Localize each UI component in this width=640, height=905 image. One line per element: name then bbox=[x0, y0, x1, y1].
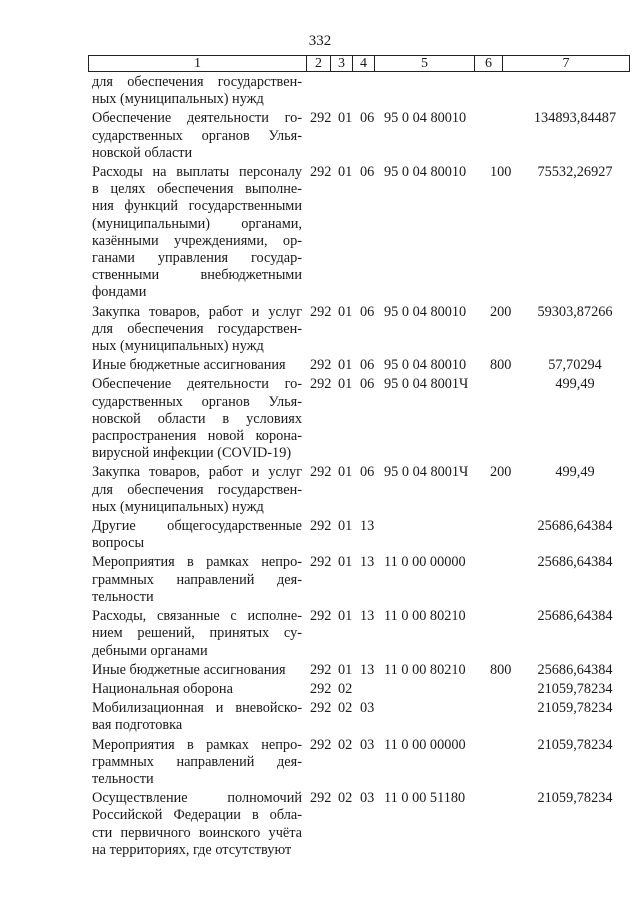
row-c2: 292 bbox=[310, 700, 332, 717]
row-c2: 292 bbox=[310, 608, 332, 625]
header-col-5: 5 bbox=[375, 56, 475, 71]
row-name-line: казёнными учреждениями, ор- bbox=[92, 232, 302, 249]
row-c3: 01 bbox=[338, 464, 353, 481]
row-name-line: граммных направлений дея- bbox=[92, 571, 302, 588]
row-c7: 499,49 bbox=[555, 464, 595, 481]
row-name-line: сударственных органов Улья- bbox=[92, 127, 302, 144]
row-c3: 01 bbox=[338, 376, 353, 393]
row-c7: 25686,64384 bbox=[537, 608, 613, 625]
row-name-line: ных (муниципальных) нужд bbox=[92, 91, 264, 108]
row-name bbox=[92, 376, 302, 462]
row-c2: 292 bbox=[310, 554, 332, 571]
row-c7: 499,49 bbox=[555, 376, 595, 393]
row-c2: 292 bbox=[310, 518, 332, 535]
row-c3: 02 bbox=[338, 680, 353, 697]
row-name-line: сти первичного воинского учёта bbox=[92, 824, 302, 841]
row-c5: 95 0 04 80010 bbox=[384, 164, 467, 181]
row-c6: 200 bbox=[490, 303, 512, 320]
row-c3: 02 bbox=[338, 700, 353, 717]
row-c4: 06 bbox=[360, 110, 375, 127]
table-row bbox=[92, 464, 630, 516]
row-c2: 292 bbox=[310, 736, 332, 753]
row-c7: 134893,84487 bbox=[533, 110, 617, 127]
row-c2: 292 bbox=[310, 376, 332, 393]
row-c6: 800 bbox=[490, 661, 512, 678]
row-c4: 13 bbox=[360, 518, 375, 535]
row-c2: 292 bbox=[310, 680, 332, 697]
row-c5: 11 0 00 00000 bbox=[384, 554, 466, 571]
row-c7: 21059,78234 bbox=[537, 736, 613, 753]
row-c6: 200 bbox=[490, 464, 512, 481]
row-name-line: Национальная оборона bbox=[92, 680, 233, 697]
row-name-line: на территориях, где отсутствуют bbox=[92, 841, 292, 858]
row-c2: 292 bbox=[310, 110, 332, 127]
row-name-line: сударственных органов Улья- bbox=[92, 393, 302, 410]
table-row bbox=[92, 304, 630, 356]
row-name-line: дебными органами bbox=[92, 642, 208, 659]
table-row bbox=[92, 700, 630, 734]
row-name-line: в целях обеспечения выполне- bbox=[92, 181, 302, 198]
table-row bbox=[92, 110, 630, 162]
row-c7: 25686,64384 bbox=[537, 554, 613, 571]
row-c4: 06 bbox=[360, 357, 375, 374]
table-row bbox=[92, 662, 630, 679]
row-name-line: Осуществление полномочий bbox=[92, 790, 302, 807]
row-c3: 02 bbox=[338, 736, 353, 753]
row-c5: 95 0 04 80010 bbox=[384, 357, 467, 374]
row-c2: 292 bbox=[310, 464, 332, 481]
row-name-line: ственными внебюджетными bbox=[92, 267, 302, 284]
row-name bbox=[92, 700, 302, 734]
row-c3: 01 bbox=[338, 303, 353, 320]
row-c4: 13 bbox=[360, 608, 375, 625]
table-row bbox=[92, 681, 630, 698]
row-c7: 57,70294 bbox=[548, 357, 602, 374]
row-name bbox=[92, 110, 302, 162]
row-c5: 11 0 00 80210 bbox=[384, 661, 466, 678]
row-name-line: ных (муниципальных) нужд bbox=[92, 498, 264, 515]
row-c5: 95 0 04 80010 bbox=[384, 303, 467, 320]
row-c5: 95 0 04 8001Ч bbox=[384, 376, 469, 393]
row-name-line: для обеспечения государствен- bbox=[92, 320, 302, 337]
row-name-line: нием решений, принятых су- bbox=[92, 625, 302, 642]
row-c4: 03 bbox=[360, 790, 375, 807]
row-name-line: граммных направлений дея- bbox=[92, 753, 302, 770]
header-col-3: 3 bbox=[331, 56, 353, 71]
header-col-2: 2 bbox=[307, 56, 331, 71]
row-name bbox=[92, 790, 302, 859]
row-c3: 01 bbox=[338, 608, 353, 625]
row-c4: 06 bbox=[360, 164, 375, 181]
row-name bbox=[92, 554, 302, 606]
row-name-line: вая подготовка bbox=[92, 717, 183, 734]
table-row bbox=[92, 790, 630, 859]
row-c3: 01 bbox=[338, 518, 353, 535]
row-c7: 21059,78234 bbox=[537, 700, 613, 717]
row-name bbox=[92, 357, 302, 374]
row-c5: 95 0 04 80010 bbox=[384, 110, 467, 127]
page-number: 332 bbox=[308, 33, 332, 49]
row-name-line: фондами bbox=[92, 284, 147, 301]
row-name-line: новской области bbox=[92, 144, 193, 161]
row-c4: 06 bbox=[360, 303, 375, 320]
row-name-line: Закупка товаров, работ и услуг bbox=[92, 464, 302, 481]
row-c7: 21059,78234 bbox=[537, 790, 613, 807]
row-name bbox=[92, 518, 302, 552]
row-c7: 25686,64384 bbox=[537, 661, 613, 678]
table-row bbox=[92, 74, 630, 108]
row-name-line: ния функций государственными bbox=[92, 198, 302, 215]
row-name-line: вопросы bbox=[92, 535, 145, 552]
row-name bbox=[92, 164, 302, 302]
row-name-line: Обеспечение деятельности го- bbox=[92, 110, 302, 127]
row-name bbox=[92, 304, 302, 356]
row-name-line: Расходы на выплаты персоналу bbox=[92, 164, 302, 181]
row-name-line: Закупка товаров, работ и услуг bbox=[92, 303, 302, 320]
row-name-line: Мобилизационная и вневойско- bbox=[92, 700, 302, 717]
row-c5: 11 0 00 80210 bbox=[384, 608, 466, 625]
row-name-line: Обеспечение деятельности го- bbox=[92, 376, 302, 393]
row-name-line: Иные бюджетные ассигнования bbox=[92, 357, 286, 374]
row-name-line: Другие общегосударственные bbox=[92, 518, 302, 535]
row-name-line: для обеспечения государствен- bbox=[92, 74, 302, 90]
row-c4: 13 bbox=[360, 661, 375, 678]
table-body bbox=[92, 74, 630, 859]
row-c5: 95 0 04 8001Ч bbox=[384, 464, 469, 481]
row-c5: 11 0 00 51180 bbox=[384, 790, 466, 807]
row-name-line: для обеспечения государствен- bbox=[92, 481, 302, 498]
row-name-line: распространения новой корона- bbox=[92, 428, 302, 445]
row-name-line: тельности bbox=[92, 770, 154, 787]
row-name-line: Иные бюджетные ассигнования bbox=[92, 661, 286, 678]
row-name-line: Российской Федерации в обла- bbox=[92, 807, 302, 824]
row-c2: 292 bbox=[310, 164, 332, 181]
row-name-line: ных (муниципальных) нужд bbox=[92, 338, 264, 355]
row-c3: 01 bbox=[338, 661, 353, 678]
row-c2: 292 bbox=[310, 790, 332, 807]
row-c3: 01 bbox=[338, 164, 353, 181]
row-c6: 100 bbox=[490, 164, 512, 181]
row-name-line: Мероприятия в рамках непро- bbox=[92, 736, 302, 753]
table-row bbox=[92, 737, 630, 789]
header-col-4: 4 bbox=[353, 56, 375, 71]
row-c2: 292 bbox=[310, 357, 332, 374]
row-c3: 01 bbox=[338, 554, 353, 571]
table-row bbox=[92, 554, 630, 606]
row-c2: 292 bbox=[310, 661, 332, 678]
row-c4: 13 bbox=[360, 554, 375, 571]
row-c5: 11 0 00 00000 bbox=[384, 736, 466, 753]
row-name bbox=[92, 737, 302, 789]
table-row bbox=[92, 518, 630, 552]
header-col-6: 6 bbox=[475, 56, 503, 71]
header-col-7: 7 bbox=[562, 56, 570, 71]
row-c7: 75532,26927 bbox=[537, 164, 613, 181]
row-name-line: вирусной инфекции (COVID-19) bbox=[92, 445, 292, 462]
row-name bbox=[92, 74, 302, 108]
row-name bbox=[92, 662, 302, 679]
table-row bbox=[92, 608, 630, 660]
row-c7: 59303,87266 bbox=[537, 303, 613, 320]
table-row bbox=[92, 376, 630, 462]
row-name-line: ганами управления государ- bbox=[92, 250, 302, 267]
row-name bbox=[92, 681, 302, 698]
row-c4: 03 bbox=[360, 736, 375, 753]
table-header bbox=[88, 55, 630, 72]
row-c7: 25686,64384 bbox=[537, 518, 613, 535]
row-c3: 01 bbox=[338, 110, 353, 127]
row-c3: 02 bbox=[338, 790, 353, 807]
row-name bbox=[92, 464, 302, 516]
header-col-1: 1 bbox=[89, 56, 307, 71]
row-name bbox=[92, 608, 302, 660]
table-row bbox=[92, 164, 630, 302]
row-name-line: новской области в условиях bbox=[92, 410, 302, 427]
row-c4: 06 bbox=[360, 376, 375, 393]
row-name-line: Мероприятия в рамках непро- bbox=[92, 554, 302, 571]
row-name-line: (муниципальными) органами, bbox=[92, 215, 302, 232]
row-c2: 292 bbox=[310, 303, 332, 320]
table-row bbox=[92, 357, 630, 374]
row-name-line: Расходы, связанные с исполне- bbox=[92, 608, 302, 625]
row-name-line: тельности bbox=[92, 588, 154, 605]
row-c4: 03 bbox=[360, 700, 375, 717]
row-c7: 21059,78234 bbox=[537, 680, 613, 697]
row-c4: 06 bbox=[360, 464, 375, 481]
row-c6: 800 bbox=[490, 357, 512, 374]
row-c3: 01 bbox=[338, 357, 353, 374]
